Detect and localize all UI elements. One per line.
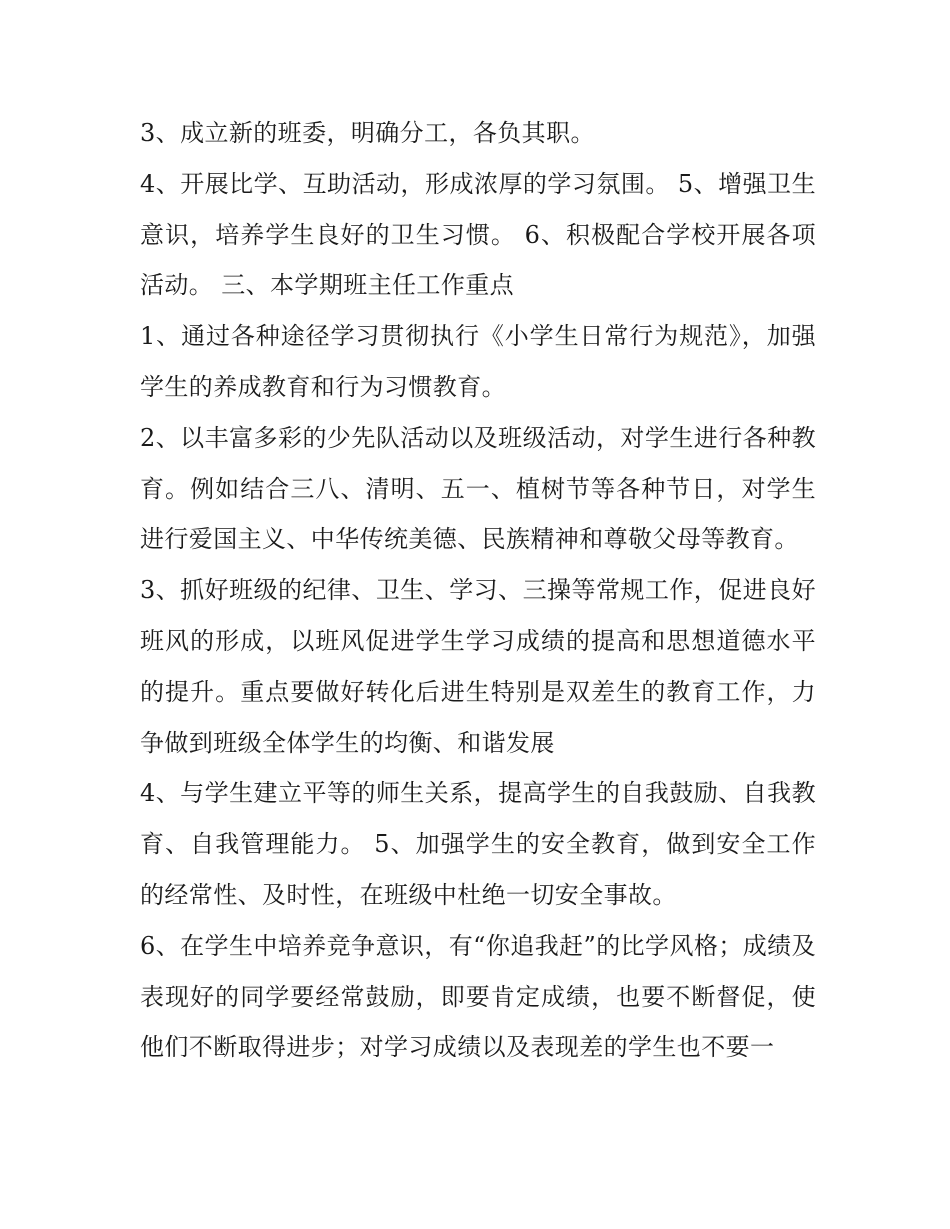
paragraph-items-4-6-and-section-3-heading: 4、开展比学、互助活动，形成浓厚的学习氛围。 5、增强卫生意识，培养学生良好的卫生习惯。 6、积极配合学校开展各项活动。 三、本学期班主任工作重点 xyxy=(140,169,816,300)
paragraph-item-6-competition: 6、在学生中培养竞争意识，有“你追我赶”的比学风格；成绩及表现好的同学要经常鼓励，即要肯定成绩，也要不断督促，使他们不断取得进步；对学习成绩以及表现差的学生也不要一 xyxy=(140,931,816,1062)
paragraph-items-4-5-relations-safety: 4、与学生建立平等的师生关系，提高学生的自我鼓励、自我教育、自我管理能力。 5、加强学生的安全教育，做到安全工作的经常性、及时性，在班级中杜绝一切安全事故。 xyxy=(140,779,816,909)
paragraph-item-1-behavior-norms: 1、通过各种途径学习贯彻执行《小学生日常行为规范》，加强学生的养成教育和行为习惯教育。 xyxy=(140,322,816,401)
paragraph-item-2-activities: 2、以丰富多彩的少先队活动以及班级活动，对学生进行各种教育。例如结合三八、清明、五一、植树节等各种节日，对学生进行爱国主义、中华传统美德、民族精神和尊敬父母等教育。 xyxy=(140,423,816,554)
paragraph-item-3-class-discipline: 3、抓好班级的纪律、卫生、学习、三操等常规工作，促进良好班风的形成，以班风促进学生学习成绩的提高和思想道德水平的提升。重点要做好转化后进生特别是双差生的教育工作，力争做到班级全体学生的均衡、和谐发展 xyxy=(140,576,816,757)
paragraph-item-3-class-committee: 3、成立新的班委，明确分工，各负其职。 xyxy=(140,119,595,147)
document-body xyxy=(140,108,816,1073)
